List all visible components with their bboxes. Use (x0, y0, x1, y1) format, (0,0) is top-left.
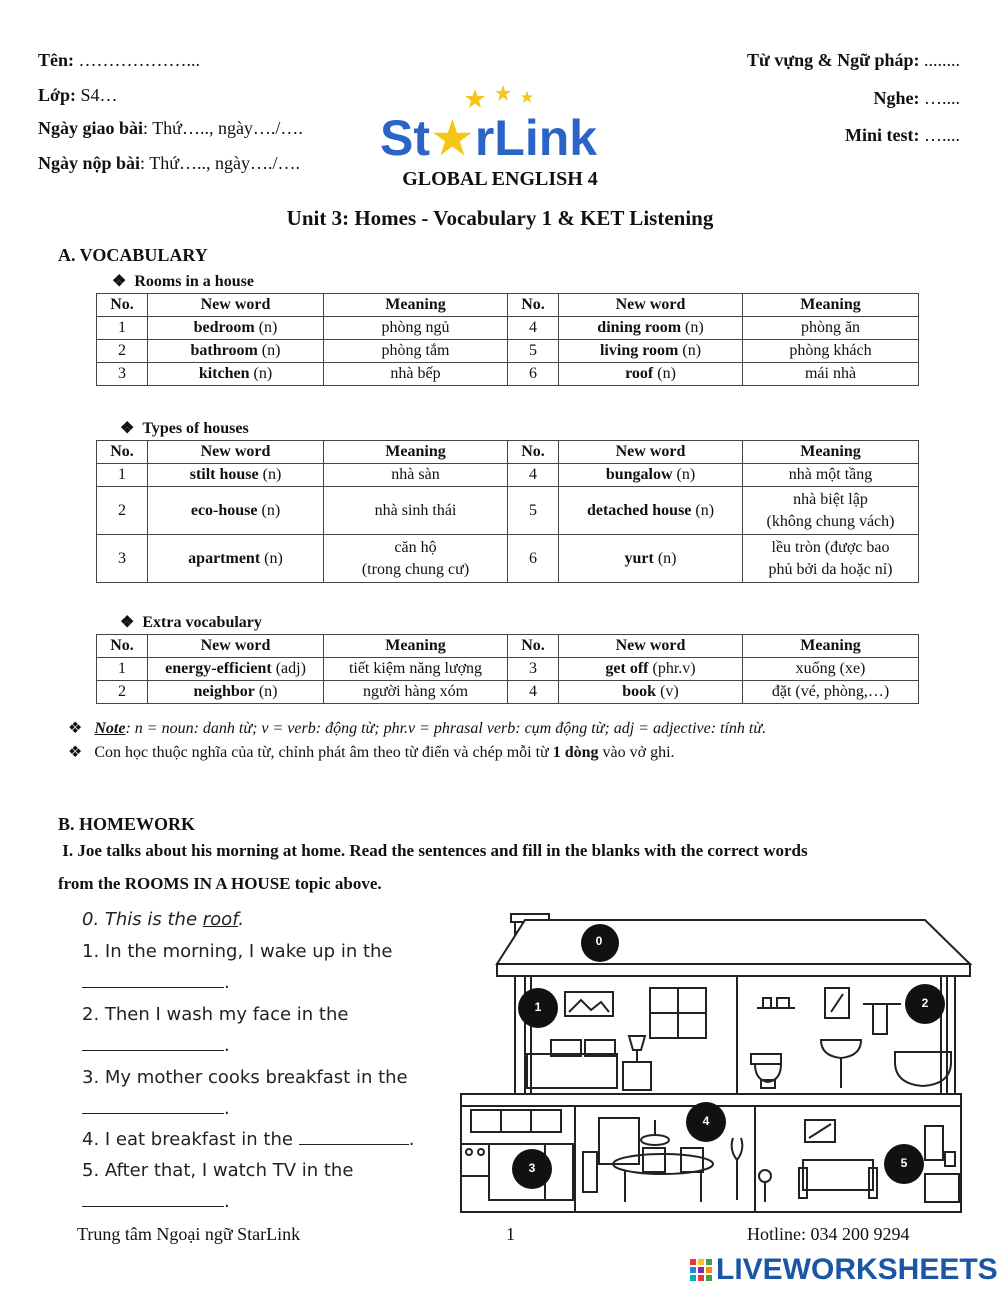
table-header-row: No. New word Meaning No. New word Meaning (97, 635, 919, 658)
name-value[interactable]: ………………... (78, 50, 200, 70)
vocab-grammar-value[interactable]: ........ (924, 50, 960, 70)
study-tip: ❖ Con học thuộc nghĩa của từ, chỉnh phát âm theo từ điển và chép mỗi từ 1 dòng vào vở ghi. (68, 744, 675, 761)
homework-heading: B. HOMEWORK (58, 814, 196, 834)
marker-4: 4 (702, 1114, 710, 1128)
table-header-row (97, 294, 919, 317)
listening-value[interactable]: ….... (924, 88, 960, 108)
col-new-word: New word (148, 294, 324, 317)
table-row: 1 bedroom (n) phòng ngủ 4 dining room (n) phòng ăn (97, 317, 919, 340)
minitest-value[interactable]: ….... (924, 125, 960, 145)
col-meaning: Meaning (324, 294, 508, 317)
name-line (38, 50, 200, 71)
starlink-logo (380, 85, 620, 165)
footer-hotline: Hotline: 034 200 9294 (747, 1224, 910, 1244)
vocab-grammar-label: Từ vựng & Ngữ pháp: (747, 50, 920, 70)
table-row: 1 stilt house (n) nhà sàn 4 bungalow (n) nhà một tầng (97, 464, 919, 487)
assign-date-line (38, 118, 303, 139)
footer-center-name: Trung tâm Ngoại ngữ StarLink (77, 1224, 301, 1244)
answer-blank-5[interactable] (82, 1192, 224, 1207)
question-5: 5. After that, I watch TV in the (82, 1160, 354, 1181)
logo-wordmark: St★rLink (380, 110, 598, 166)
marker-3: 3 (528, 1161, 536, 1175)
submit-label: Ngày nộp bài (38, 153, 141, 173)
question-2: 2. Then I wash my face in the (82, 1004, 349, 1025)
example-sentence: 0. This is the roof. (82, 909, 244, 930)
answer-line-2: . (82, 1035, 230, 1056)
assign-value[interactable]: : Thứ….., ngày…./…. (143, 118, 303, 138)
col-meaning: Meaning (743, 294, 919, 317)
table-row: 3 apartment (n) căn hộ (trong chung cư) 6 yurt (n) lều tròn (được bao phủ bởi da hoặc nỉ) (97, 535, 919, 583)
col-new-word: New word (559, 294, 743, 317)
class-label: Lớp: (38, 85, 76, 105)
answer-blank-2[interactable] (82, 1036, 224, 1051)
submit-value[interactable]: : Thứ….., ngày…./…. (140, 153, 300, 173)
table-row: 2 neighbor (n) người hàng xóm 4 book (v) đặt (vé, phòng,…) (97, 681, 919, 704)
answer-blank-4[interactable] (299, 1130, 409, 1145)
table-row: 2 eco-house (n) nhà sinh thái 5 detached house (n) nhà biệt lập (không chung vách) (97, 487, 919, 535)
table-row: 2 bathroom (n) phòng tắm 5 living room (n) phòng khách (97, 340, 919, 363)
example-answer: roof (202, 909, 239, 930)
page-number: 1 (506, 1224, 515, 1244)
liveworksheets-icon (690, 1259, 712, 1283)
question-1: 1. In the morning, I wake up in the (82, 941, 393, 962)
homework-instruction-1: I. Joe talks about his morning at home. Read the sentences and fill in the blanks with the correct words (58, 841, 808, 860)
table-header-row: No. New word Meaning No. New word Meaning (97, 441, 919, 464)
extra-subheading: ❖ Extra vocabulary (120, 614, 262, 631)
answer-line-1: . (82, 972, 230, 993)
answer-line-3: . (82, 1098, 230, 1119)
rooms-subheading: ❖ Rooms in a house (112, 273, 254, 290)
question-3: 3. My mother cooks breakfast in the (82, 1067, 408, 1088)
listening-label: Nghe: (873, 88, 920, 108)
col-no: No. (97, 294, 148, 317)
liveworksheets-wordmark: LIVEWORKSHEETS (716, 1253, 998, 1286)
rooms-table (96, 293, 919, 386)
marker-0: 0 (595, 934, 603, 948)
extra-table (96, 634, 919, 704)
homework-instruction-2: from the ROOMS IN A HOUSE topic above. (58, 874, 382, 893)
col-no: No. (508, 294, 559, 317)
note-line: ❖ Note: n = noun: danh từ; v = verb: động từ; phr.v = phrasal verb: cụm động từ; adj = adjective: tính từ. (68, 720, 767, 737)
minitest-score (845, 125, 960, 146)
answer-line-5: . (82, 1191, 230, 1212)
question-4: 4. I eat breakfast in the . (82, 1129, 415, 1150)
houses-table (96, 440, 919, 583)
marker-2: 2 (921, 996, 929, 1010)
assign-label: Ngày giao bài (38, 118, 144, 138)
answer-blank-1[interactable] (82, 973, 224, 988)
unit-title: Unit 3: Homes - Vocabulary 1 & KET Listening (286, 206, 714, 230)
table-row: 3 kitchen (n) nhà bếp 6 roof (n) mái nhà (97, 363, 919, 386)
class-value[interactable]: S4… (80, 85, 118, 105)
vocab-grammar-score (747, 50, 960, 71)
minitest-label: Mini test: (845, 125, 920, 145)
name-label: Tên: (38, 50, 74, 70)
table-row: 1 energy-efficient (adj) tiết kiệm năng lượng 3 get off (phr.v) xuống (xe) (97, 658, 919, 681)
book-title: GLOBAL ENGLISH 4 (402, 168, 598, 190)
listening-score (874, 88, 961, 109)
answer-blank-3[interactable] (82, 1099, 224, 1114)
houses-subheading: ❖ Types of houses (120, 420, 249, 437)
marker-5: 5 (900, 1156, 908, 1170)
marker-1: 1 (534, 1000, 542, 1014)
liveworksheets-logo (690, 1253, 998, 1287)
vocab-heading: A. VOCABULARY (58, 245, 208, 265)
class-line (38, 85, 118, 106)
